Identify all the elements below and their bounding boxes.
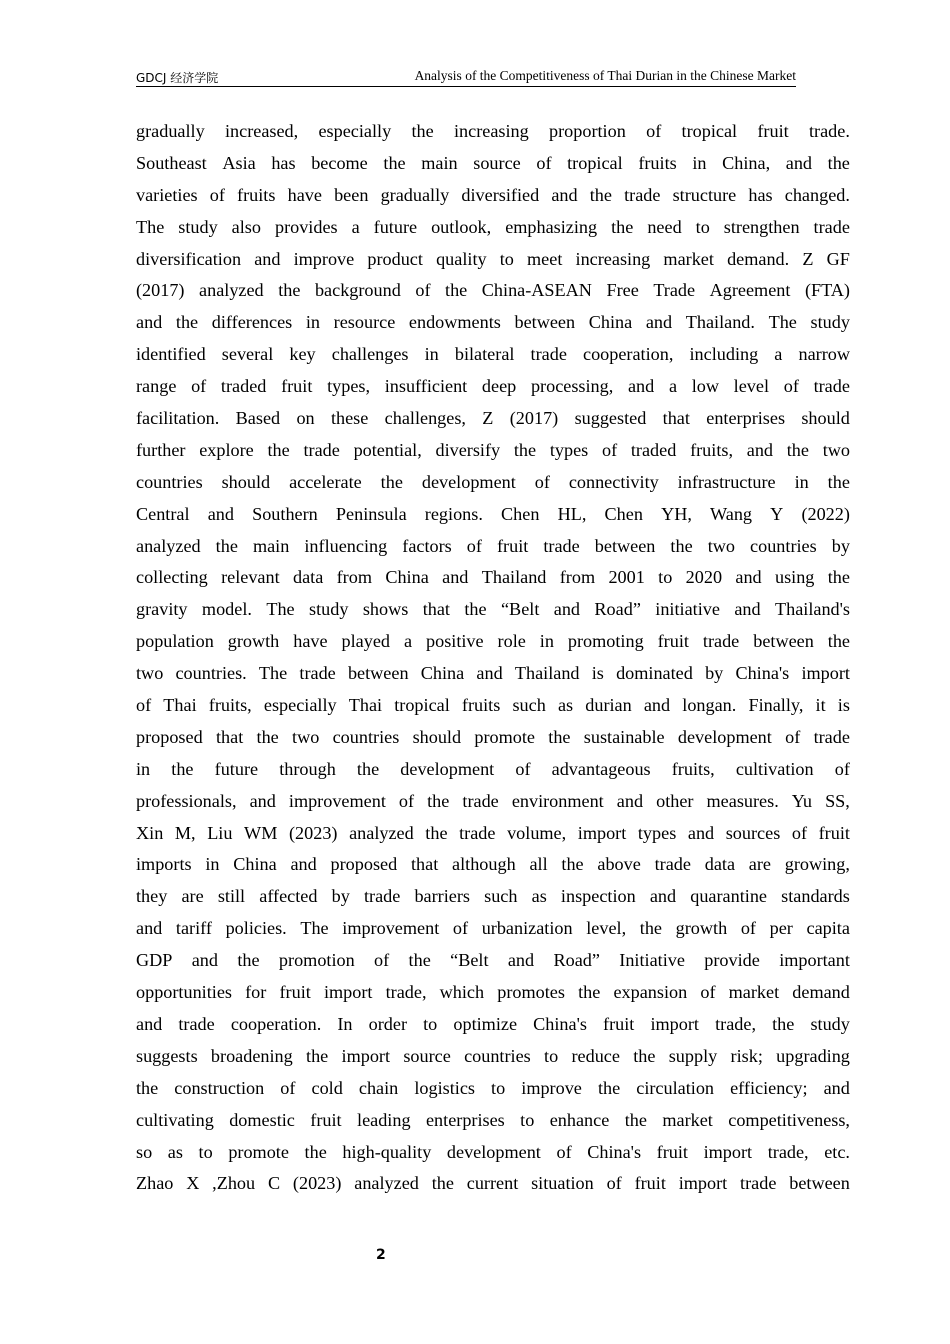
text-line: the construction of cold chain logistics to improve the circulation efficiency; and (136, 1077, 850, 1098)
text-line: and the differences in resource endowments between China and Thailand. The study (136, 312, 850, 333)
text-line: and trade cooperation. In order to optimize China's fruit import trade, the study (136, 1013, 850, 1034)
text-line: Central and Southern Peninsula regions. Chen HL, Chen YH, Wang Y (2022) (136, 503, 850, 524)
text-line: in the future through the development of advantageous fruits, cultivation of (136, 758, 850, 779)
text-line: identified several key challenges in bilateral trade cooperation, including a narrow (136, 344, 850, 365)
text-line: facilitation. Based on these challenges, Z (2017) suggested that enterprises should (136, 408, 850, 429)
text-line: gravity model. The study shows that the “Belt and Road” initiative and Thailand's (136, 599, 850, 620)
text-line: so as to promote the high-quality development of China's fruit import trade, etc. (136, 1141, 850, 1162)
header-title: Analysis of the Competitiveness of Thai Durian in the Chinese Market (414, 68, 796, 83)
text-line: range of traded fruit types, insufficient deep processing, and a low level of trade (136, 376, 850, 397)
body-paragraph (136, 116, 850, 1200)
text-line: varieties of fruits have been gradually diversified and the trade structure has changed. (136, 184, 850, 205)
text-line: cultivating domestic fruit leading enterprises to enhance the market competitiveness, (136, 1109, 850, 1130)
text-line: Southeast Asia has become the main source of tropical fruits in China, and the (136, 152, 850, 173)
text-line: proposed that the two countries should promote the sustainable development of trade (136, 726, 850, 747)
text-line: The study also provides a future outlook, emphasizing the need to strengthen trade (136, 216, 850, 237)
text-line: Zhao X ,Zhou C (2023) analyzed the current situation of fruit import trade between (136, 1173, 850, 1194)
text-line: and tariff policies. The improvement of urbanization level, the growth of per capita (136, 918, 850, 939)
text-line: imports in China and proposed that although all the above trade data are growing, (136, 854, 850, 875)
page-number: 2 (376, 1247, 386, 1263)
header-institution: GDCJ 经济学院 (136, 71, 219, 85)
text-line: of Thai fruits, especially Thai tropical fruits such as durian and longan. Finally, it is (136, 695, 850, 716)
text-line: suggests broadening the import source countries to reduce the supply risk; upgrading (136, 1045, 850, 1066)
text-line: gradually increased, especially the increasing proportion of tropical fruit trade. (136, 121, 850, 141)
running-header (136, 68, 796, 87)
text-line: two countries. The trade between China and Thailand is dominated by China's import (136, 663, 850, 684)
text-line: population growth have played a positive role in promoting fruit trade between the (136, 631, 850, 652)
text-line: further explore the trade potential, diversify the types of traded fruits, and the two (136, 439, 850, 460)
text-line: GDP and the promotion of the “Belt and Road” Initiative provide important (136, 950, 850, 971)
text-line: (2017) analyzed the background of the China-ASEAN Free Trade Agreement (FTA) (136, 280, 850, 301)
text-line: they are still affected by trade barriers such as inspection and quarantine standards (136, 886, 850, 907)
text-line: countries should accelerate the development of connectivity infrastructure in the (136, 471, 850, 492)
text-line: diversification and improve product quality to meet increasing market demand. Z GF (136, 248, 850, 269)
text-line: Xin M, Liu WM (2023) analyzed the trade volume, import types and sources of fruit (136, 822, 850, 843)
text-line: collecting relevant data from China and Thailand from 2001 to 2020 and using the (136, 567, 850, 588)
text-line: professionals, and improvement of the trade environment and other measures. Yu SS, (136, 790, 850, 811)
text-line: analyzed the main influencing factors of fruit trade between the two countries by (136, 535, 850, 556)
text-line: opportunities for fruit import trade, which promotes the expansion of market demand (136, 982, 850, 1003)
